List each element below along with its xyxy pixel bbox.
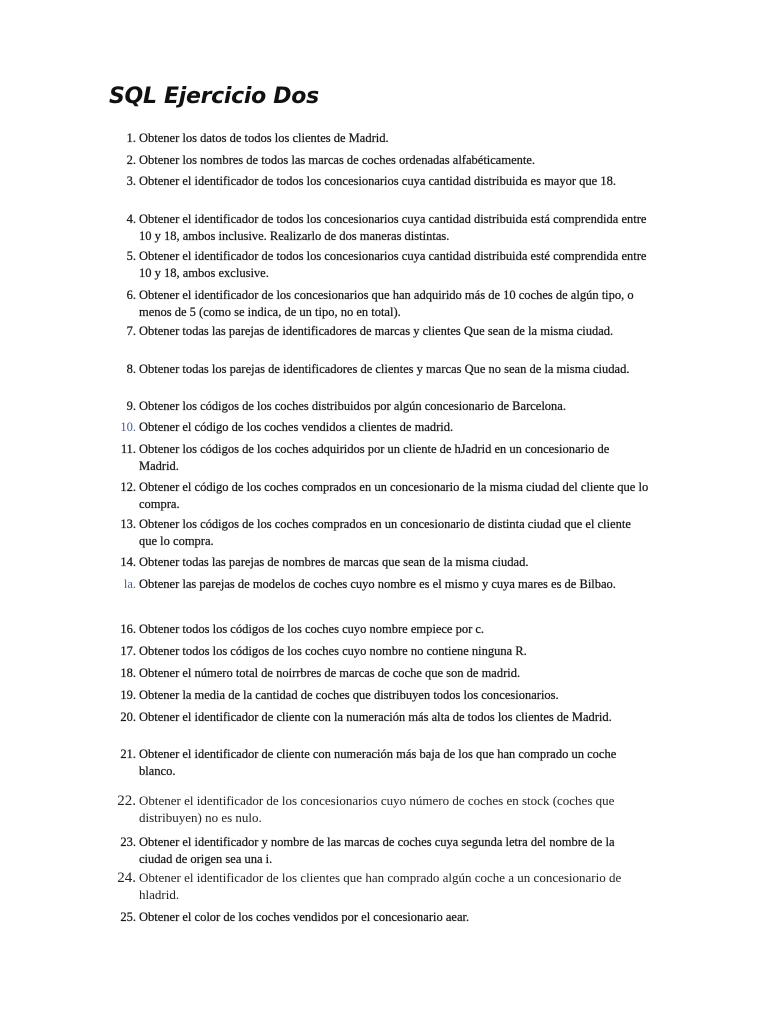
exercise-text: Obtener los códigos de los coches distribuidos por algún concesionario de Barcelona. xyxy=(139,399,566,413)
exercise-item xyxy=(110,687,650,704)
exercise-number: 20. xyxy=(120,710,136,724)
exercise-text: Obtener el identificador de todos los concesionarios cuya cantidad distribuida es mayor que 18. xyxy=(139,174,616,188)
exercise-text: Obtener los nombres de todos las marcas de coches ordenadas alfabéticamente. xyxy=(139,153,536,167)
exercise-text: Obtener todas las parejas de identificadores de marcas y clientes Que sean de la misma ciudad. xyxy=(139,324,614,338)
exercise-item xyxy=(110,479,650,512)
exercise-item xyxy=(110,709,650,726)
exercise-text: Obtener todas las parejas de nombres de marcas que sean de la misma ciudad. xyxy=(139,555,529,569)
exercise-item xyxy=(110,152,650,169)
exercise-number: 25. xyxy=(120,910,136,924)
exercise-item xyxy=(110,130,650,147)
exercise-text: Obtener el número total de noirrbres de marcas de coche que son de madrid. xyxy=(139,666,521,680)
exercise-item xyxy=(110,746,650,779)
exercise-text: Obtener el identificador y nombre de las marcas de coches cuya segunda letra del nombre de la ciudad de origen sea una i. xyxy=(139,835,615,866)
exercise-number: 18. xyxy=(120,666,136,680)
exercise-item xyxy=(110,173,650,190)
exercise-item xyxy=(110,576,650,593)
exercise-number: 10. xyxy=(120,420,136,434)
exercise-number: 23. xyxy=(120,835,136,849)
exercise-number: 3. xyxy=(126,174,136,188)
exercise-number: 4. xyxy=(126,212,136,226)
exercise-text: Obtener el identificador de los concesionarios que han adquirido más de 10 coches de algún tipo, o menos de 5 (como se indica, de un tipo, no en total). xyxy=(139,288,634,319)
exercise-item xyxy=(110,643,650,660)
exercise-text: Obtener todos los códigos de los coches cuyo nombre no contiene ninguna R. xyxy=(139,644,527,658)
exercise-text: Obtener el código de los coches vendidos a clientes de madrid. xyxy=(139,420,454,434)
exercise-number: 2. xyxy=(126,153,136,167)
exercise-item xyxy=(110,441,650,474)
exercise-number: 19. xyxy=(120,688,136,702)
exercise-item xyxy=(110,287,650,320)
exercise-item xyxy=(110,793,650,826)
exercise-text: Obtener el código de los coches comprados en un concesionario de la misma ciudad del cliente que lo compra. xyxy=(139,480,649,511)
exercise-item xyxy=(110,398,650,415)
exercise-number: 12. xyxy=(120,480,136,494)
exercise-text: Obtener la media de la cantidad de coches que distribuyen todos los concesionarios. xyxy=(139,688,559,702)
exercise-number: 21. xyxy=(120,747,136,761)
exercise-number: 7. xyxy=(126,324,136,338)
exercise-number: 1. xyxy=(126,131,136,145)
exercise-text: Obtener todas los parejas de identificadores de clientes y marcas Que no sean de la misma ciudad. xyxy=(139,362,630,376)
exercise-number: 8. xyxy=(126,362,136,376)
exercise-item xyxy=(110,323,650,340)
page-title: SQL Ejercicio Dos xyxy=(109,84,319,109)
exercise-item xyxy=(110,621,650,638)
exercise-number: 22. xyxy=(117,793,136,809)
exercise-number: 16. xyxy=(120,622,136,636)
exercise-number: 9. xyxy=(126,399,136,413)
exercise-text: Obtener los códigos de los coches adquiridos por un cliente de hJadrid en un concesionario de Madrid. xyxy=(139,442,610,473)
exercise-text: Obtener el identificador de cliente con la numeración más alta de todos los clientes de Madrid. xyxy=(139,710,612,724)
exercise-item xyxy=(110,554,650,571)
exercise-text: Obtener el identificador de los concesionarios cuyo número de coches en stock (coches que distribuyen) no es nulo. xyxy=(139,793,615,825)
exercise-text: Obtener el color de los coches vendidos por el concesionario aear. xyxy=(139,910,470,924)
exercise-number: 5. xyxy=(126,249,136,263)
exercise-item xyxy=(110,248,650,281)
exercise-text: Obtener todos los códigos de los coches cuyo nombre empiece por c. xyxy=(139,622,485,636)
exercise-number: 13. xyxy=(120,517,136,531)
exercise-item xyxy=(110,665,650,682)
exercise-item xyxy=(110,909,650,926)
exercise-number: 17. xyxy=(120,644,136,658)
exercise-item xyxy=(110,516,650,549)
exercise-item xyxy=(110,419,650,436)
exercise-number: 24. xyxy=(117,870,136,886)
exercise-item xyxy=(110,211,650,244)
exercise-text: Obtener las parejas de modelos de coches cuyo nombre es el mismo y cuya mares es de Bilbao. xyxy=(139,577,616,591)
exercise-item xyxy=(110,870,650,903)
exercise-text: Obtener los códigos de los coches comprados en un concesionario de distinta ciudad que el cliente que lo compra. xyxy=(139,517,631,548)
exercise-number: 11. xyxy=(120,442,136,456)
exercise-item xyxy=(110,361,650,378)
exercise-item xyxy=(110,834,650,867)
exercise-number: 14. xyxy=(120,555,136,569)
exercise-number: 6. xyxy=(126,288,136,302)
exercise-text: Obtener el identificador de todos los concesionarios cuya cantidad distribuida está comprendida entre 10 y 18, ambos inclusive. Realizarlo de dos maneras distintas. xyxy=(139,212,647,243)
exercise-text: Obtener el identificador de los clientes que han comprado algún coche a un concesionario de hladrid. xyxy=(139,870,622,902)
exercise-text: Obtener el identificador de cliente con numeración más baja de los que han comprado un coche blanco. xyxy=(139,747,617,778)
exercise-text: Obtener el identificador de todos los concesionarios cuya cantidad distribuida esté comprendida entre 10 y 18, ambos exclusive. xyxy=(139,249,647,280)
exercise-text: Obtener los datos de todos los clientes de Madrid. xyxy=(139,131,389,145)
exercise-number: la. xyxy=(123,577,136,591)
